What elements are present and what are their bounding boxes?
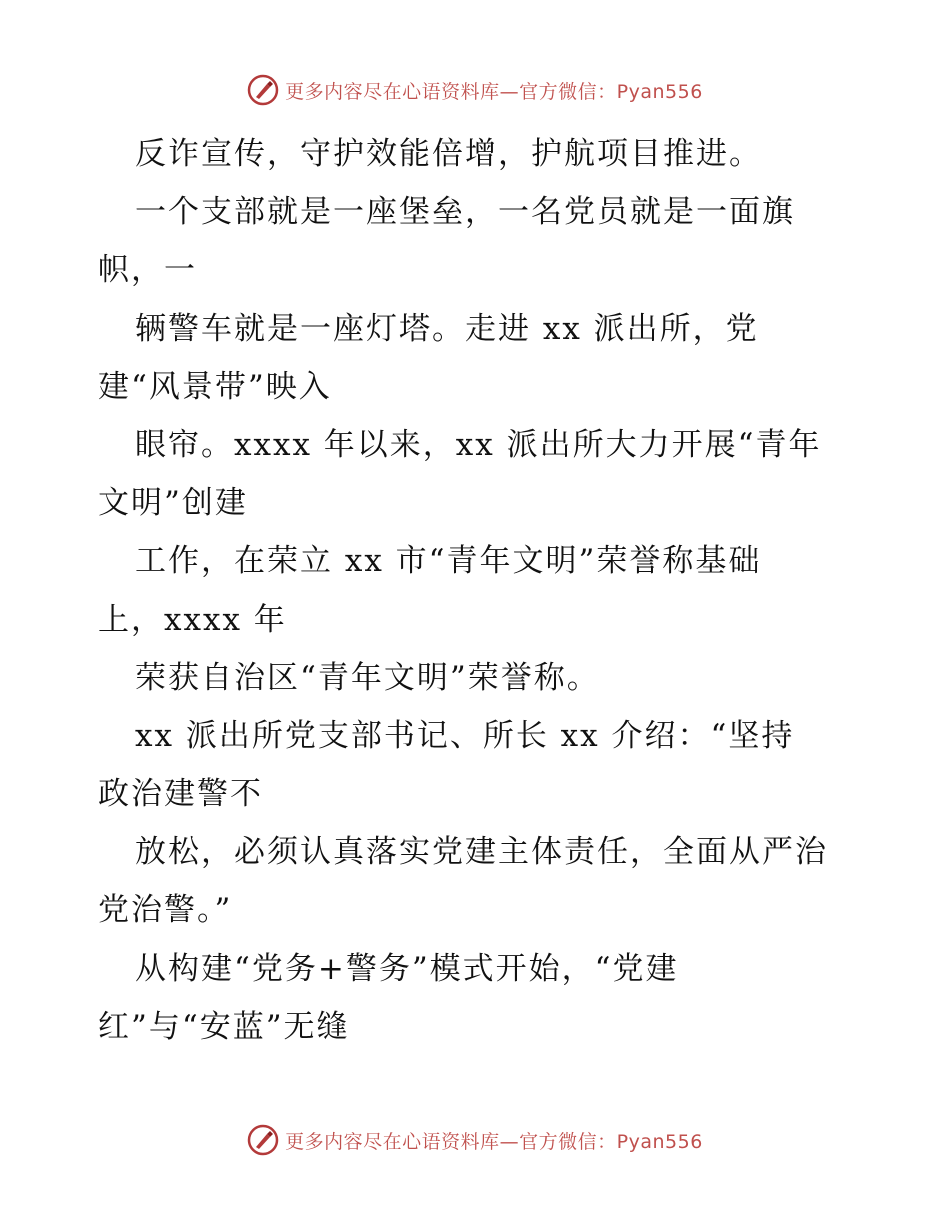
text-line: 建“风景带”映入 bbox=[98, 368, 332, 405]
text-line: 辆警车就是一座灯塔。走进 xx 派出所，党 bbox=[135, 310, 759, 347]
text-line: 党治警。” bbox=[98, 892, 233, 929]
footer-banner-text: 更多内容尽在心语资料库—官方微信：Pyan556 bbox=[285, 1130, 703, 1153]
pen-logo-icon bbox=[247, 74, 279, 106]
text-line: 文明”创建 bbox=[98, 485, 248, 522]
text-line: xx 派出所党支部书记、所长 xx 介绍：“坚持 bbox=[135, 717, 795, 754]
text-line: 眼帘。xxxx 年以来，xx 派出所大力开展“青年 bbox=[135, 426, 822, 463]
document-body bbox=[98, 125, 878, 1056]
footer-banner bbox=[0, 1120, 950, 1160]
header-banner-text: 更多内容尽在心语资料库—官方微信：Pyan556 bbox=[285, 80, 703, 103]
text-line: 荣获自治区“青年文明”荣誉称。 bbox=[135, 659, 600, 696]
text-line: 一个支部就是一座堡垒，一名党员就是一面旗 bbox=[135, 194, 795, 231]
pen-logo-icon bbox=[247, 1124, 279, 1156]
text-line: 红”与“安蓝”无缝 bbox=[98, 1008, 350, 1045]
text-line: 从构建“党务+警务”模式开始，“党建 bbox=[135, 950, 679, 987]
text-line: 反诈宣传，守护效能倍增，护航项目推进。 bbox=[135, 136, 762, 172]
text-line: 帜，一 bbox=[98, 252, 197, 289]
text-line: 放松，必须认真落实党建主体责任，全面从严治 bbox=[135, 834, 828, 871]
text-line: 上，xxxx 年 bbox=[98, 601, 287, 638]
text-line: 工作，在荣立 xx 市“青年文明”荣誉称基础 bbox=[135, 543, 762, 580]
header-banner bbox=[0, 70, 950, 110]
text-line: 政治建警不 bbox=[98, 776, 263, 813]
